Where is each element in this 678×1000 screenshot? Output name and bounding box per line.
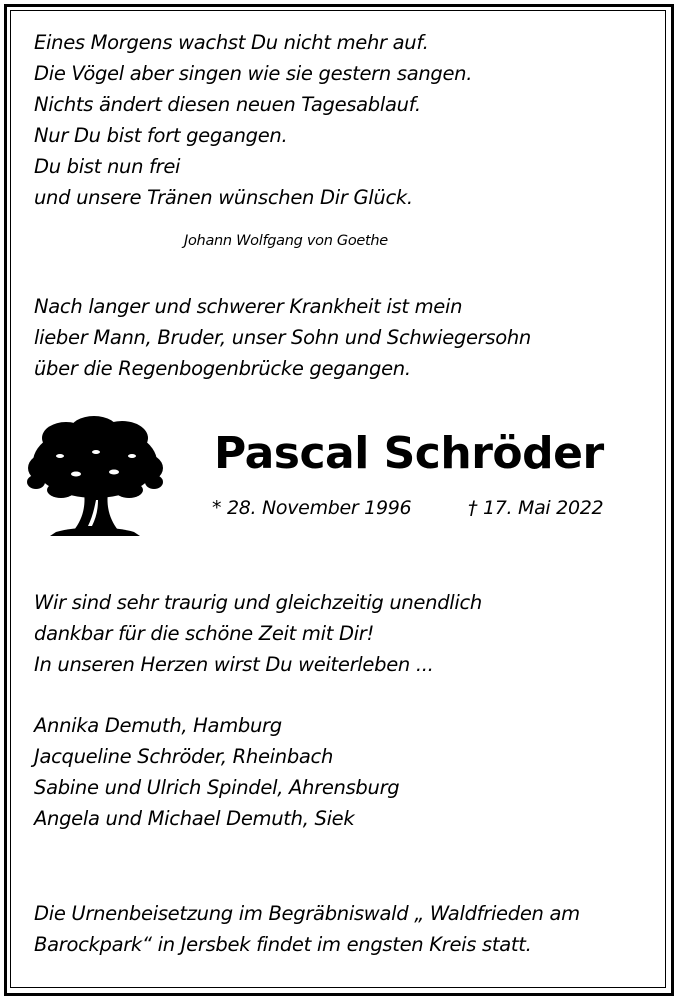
- announcement-line: über die Regenbogenbrücke gegangen.: [34, 357, 411, 380]
- poem-line: Eines Morgens wachst Du nicht mehr auf.: [34, 31, 429, 54]
- announcement-line: Nach langer und schwerer Krankheit ist mein: [34, 295, 463, 318]
- announcement-line: lieber Mann, Bruder, unser Sohn und Schwiegersohn: [34, 326, 531, 349]
- oak-tree-icon: [26, 412, 164, 540]
- funeral-note-line: Barockpark“ in Jersbek findet im engsten Kreis statt.: [34, 933, 532, 956]
- farewell-line: In unseren Herzen wirst Du weiterleben ...: [34, 653, 434, 676]
- mourners-list: [34, 710, 399, 834]
- poem: [34, 27, 472, 213]
- announcement: [34, 291, 531, 384]
- poem-line: Du bist nun frei: [34, 155, 181, 178]
- farewell: [34, 587, 482, 680]
- deceased-name: Pascal Schröder: [214, 428, 604, 479]
- birth-date: * 28. November 1996: [212, 497, 412, 519]
- mourner: Annika Demuth, Hamburg: [34, 714, 282, 737]
- farewell-line: Wir sind sehr traurig und gleichzeitig unendlich: [34, 591, 482, 614]
- funeral-note: [34, 898, 580, 960]
- funeral-note-line: Die Urnenbeisetzung im Begräbniswald „ Waldfrieden am: [34, 902, 580, 925]
- mourner: Jacqueline Schröder, Rheinbach: [34, 745, 334, 768]
- mourner: Angela und Michael Demuth, Siek: [34, 807, 355, 830]
- poem-line: und unsere Tränen wünschen Dir Glück.: [34, 186, 413, 209]
- poem-line: Nichts ändert diesen neuen Tagesablauf.: [34, 93, 421, 116]
- death-date: † 17. Mai 2022: [468, 497, 604, 519]
- poem-line: Nur Du bist fort gegangen.: [34, 124, 288, 147]
- mourner: Sabine und Ulrich Spindel, Ahrensburg: [34, 776, 400, 799]
- poem-author: Johann Wolfgang von Goethe: [184, 233, 388, 249]
- poem-line: Die Vögel aber singen wie sie gestern sangen.: [34, 62, 473, 85]
- farewell-line: dankbar für die schöne Zeit mit Dir!: [34, 622, 375, 645]
